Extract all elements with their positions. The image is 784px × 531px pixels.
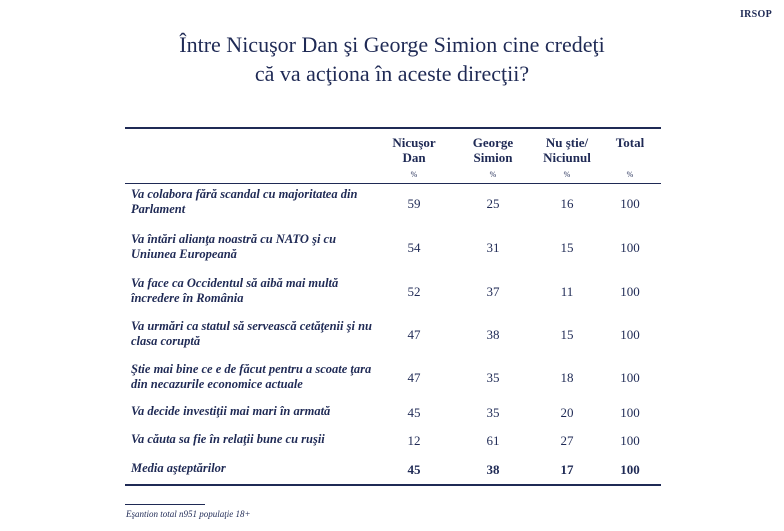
brand-label: IRSOP — [739, 9, 772, 20]
summary-label: Media aşteptărilor — [131, 461, 226, 475]
table-cell: 100 — [620, 196, 640, 211]
unit-label: % — [626, 170, 634, 179]
table-cell: 35 — [486, 370, 500, 385]
summary-cell: 17 — [560, 462, 574, 477]
table-cell: 52 — [407, 284, 421, 299]
table-cell: 16 — [560, 196, 574, 211]
table-cell: 100 — [620, 370, 640, 385]
column-header-george-simion: George Simion — [472, 135, 514, 165]
table-cell: 37 — [486, 284, 500, 299]
row-label: Va căuta sa fie în relaţii bune cu ruşii — [131, 432, 325, 446]
table-cell: 59 — [407, 196, 421, 211]
table-bottom-rule — [125, 484, 661, 486]
title-line-1: Între Nicuşor Dan şi George Simion cine credeţi — [179, 32, 605, 57]
table-cell: 100 — [620, 240, 640, 255]
table-cell: 18 — [560, 370, 574, 385]
table-cell: 27 — [560, 433, 574, 448]
footnote: Eşantion total n951 populaţie 18+ — [126, 509, 251, 519]
table-cell: 54 — [407, 240, 421, 255]
page-title — [0, 30, 784, 88]
table-cell: 47 — [407, 370, 421, 385]
table-cell: 15 — [560, 240, 574, 255]
unit-label: % — [563, 170, 571, 179]
unit-label: % — [489, 170, 497, 179]
table-cell: 100 — [620, 327, 640, 342]
table-cell: 100 — [620, 433, 640, 448]
footnote-rule — [125, 504, 205, 505]
table-cell: 12 — [407, 433, 421, 448]
row-label: Va face ca Occidentul să aibă mai multă încredere în România — [131, 276, 339, 305]
table-cell: 25 — [486, 196, 500, 211]
table-cell: 38 — [486, 327, 500, 342]
table-cell: 31 — [486, 240, 500, 255]
header-separator-rule — [125, 183, 661, 184]
table-cell: 20 — [560, 405, 574, 420]
table-cell: 100 — [620, 284, 640, 299]
table-cell: 100 — [620, 405, 640, 420]
column-header-total: Total — [615, 135, 645, 150]
title-line-2: că va acţiona în aceste direcţii? — [254, 61, 530, 86]
table-cell: 47 — [407, 327, 421, 342]
summary-cell: 45 — [407, 462, 421, 477]
table-cell: 11 — [560, 284, 574, 299]
row-label: Ştie mai bine ce e de făcut pentru a scoate ţara din necazurile economice actuale — [131, 362, 372, 391]
summary-cell: 100 — [620, 462, 640, 477]
row-label: Va decide investiţii mai mari în armată — [131, 404, 331, 418]
unit-label: % — [410, 170, 418, 179]
column-header-nicusor-dan: Nicuşor Dan — [392, 135, 436, 165]
row-label: Va urmări ca statul să servească cetăţenii şi nu clasa coruptă — [131, 319, 372, 348]
table-cell: 45 — [407, 405, 421, 420]
table-cell: 15 — [560, 327, 574, 342]
row-label: Va colabora fără scandal cu majoritatea din Parlament — [131, 187, 358, 216]
column-header-nu-stie: Nu ştie/ Niciunul — [543, 135, 591, 165]
summary-cell: 38 — [486, 462, 500, 477]
table-cell: 61 — [486, 433, 500, 448]
table-cell: 35 — [486, 405, 500, 420]
row-label: Va întări alianţa noastră cu NATO şi cu Uniunea Europeană — [131, 232, 337, 261]
table-top-rule — [125, 127, 661, 129]
